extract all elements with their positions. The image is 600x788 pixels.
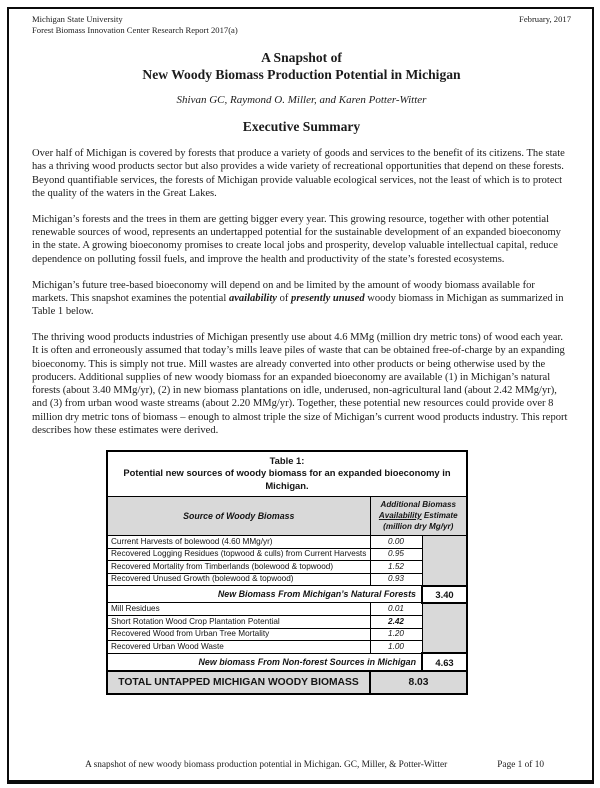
forest-subtotal-value: 3.40 bbox=[422, 586, 467, 603]
organization-lines bbox=[32, 14, 238, 35]
table-row bbox=[107, 641, 467, 654]
paragraph-3-text: woody biomass in Michigan as summarized in Table 1 below. bbox=[32, 292, 564, 318]
row-value: 0.01 bbox=[370, 603, 422, 616]
row-value: 0.93 bbox=[370, 573, 422, 586]
table-row bbox=[107, 561, 467, 574]
row-label: Current Harvests of bolewood (4.60 MMg/yr) bbox=[107, 536, 370, 549]
paragraph-3-text: Michigan’s future tree-based bioeconomy will depend on and be limited by the amount of woody biomass available for markets. This snapshot examines the potential bbox=[32, 279, 535, 304]
estimate-header-estimate: Estimate bbox=[421, 510, 458, 520]
table-row bbox=[107, 573, 467, 586]
authors-line: Shivan GC, Raymond O. Miller, and Karen Potter-Witter bbox=[176, 94, 427, 107]
row-label: Recovered Wood from Urban Tree Mortality bbox=[107, 628, 370, 641]
column-header-estimate bbox=[370, 497, 467, 536]
row-value: 1.52 bbox=[370, 561, 422, 574]
total-label: TOTAL UNTAPPED MICHIGAN WOODY BIOMASS bbox=[107, 671, 370, 694]
estimate-header-line-3: (million dry Mg/yr) bbox=[383, 521, 454, 531]
paragraph-3-text: of bbox=[276, 292, 292, 304]
forest-subtotal-label: New Biomass From Michigan’s Natural Forests bbox=[107, 586, 422, 603]
nonforest-subtotal-label: New biomass From Non-forest Sources in Michigan bbox=[107, 653, 422, 671]
page-footer bbox=[35, 760, 568, 770]
title-line-2: New Woody Biomass Production Potential in Michigan bbox=[142, 66, 461, 82]
estimate-header-availability: Availability bbox=[378, 510, 422, 520]
row-label: Recovered Unused Growth (bolewood & topwood) bbox=[107, 573, 370, 586]
total-value: 8.03 bbox=[370, 671, 467, 694]
footer-citation: A snapshot of new woody biomass production potential in Michigan. GC, Miller, & Potter-Witter bbox=[85, 760, 448, 770]
paragraph-3 bbox=[32, 279, 571, 319]
row-label: Recovered Urban Wood Waste bbox=[107, 641, 370, 654]
nonforest-subtotal-row bbox=[107, 653, 467, 671]
row-value: 0.95 bbox=[370, 548, 422, 561]
table-row bbox=[107, 536, 467, 549]
column-header-source: Source of Woody Biomass bbox=[107, 497, 370, 536]
table-1 bbox=[106, 450, 468, 695]
emphasis-presently-unused: presently unused bbox=[291, 292, 365, 304]
table-row bbox=[107, 616, 467, 629]
row-label: Recovered Logging Residues (topwood & culls) from Current Harvests bbox=[107, 548, 370, 561]
running-header bbox=[32, 14, 571, 35]
org-line-2: Forest Biomass Innovation Center Research Report 2017(a) bbox=[32, 24, 238, 35]
table-title-row bbox=[107, 451, 467, 497]
emphasis-availability: availability bbox=[228, 292, 277, 304]
row-value: 1.20 bbox=[370, 628, 422, 641]
table-column-header-row bbox=[107, 497, 467, 536]
row-value: 0.00 bbox=[370, 536, 422, 549]
org-line-1: Michigan State University bbox=[32, 14, 123, 24]
nonforest-subtotal-spacer bbox=[422, 603, 467, 653]
row-value: 1.00 bbox=[370, 641, 422, 654]
table-row bbox=[107, 548, 467, 561]
footer-page-number: Page 1 of 10 bbox=[497, 760, 544, 770]
row-label: Recovered Mortality from Timberlands (bolewood & topwood) bbox=[107, 561, 370, 574]
table-title-cell bbox=[107, 451, 467, 497]
table-title-line-2: Potential new sources of woody biomass for an expanded bioeconomy in Michigan. bbox=[123, 467, 451, 491]
page bbox=[7, 7, 594, 784]
row-label: Short Rotation Wood Crop Plantation Potential bbox=[107, 616, 370, 629]
estimate-header-line-1: Additional Biomass bbox=[380, 500, 457, 510]
section-heading: Executive Summary bbox=[242, 119, 361, 135]
row-value: 2.42 bbox=[370, 616, 422, 629]
paragraph-2: Michigan’s forests and the trees in them are getting bigger every year. This growing resource, together with other potential renewable sources of wood, represents an undertapped potential for the sustainable development of an expanded bioeconomy in the state. A growing bioeconomy promises to create local jobs and prosperity, develop valuable intellectual capital, reduce dependence on polluting fossil fuels, and improve the health and productivity of the state’s forested ecosystems. bbox=[32, 213, 561, 265]
document-title bbox=[32, 50, 571, 83]
executive-summary-body bbox=[32, 147, 571, 437]
title-line-1: A Snapshot of bbox=[261, 50, 342, 66]
table-total-row bbox=[107, 671, 467, 694]
table-row bbox=[107, 603, 467, 616]
paragraph-4: The thriving wood products industries of Michigan presently use about 4.6 MMg (million dry metric tons) of wood each year. It is often and erroneously assumed that today’s mills leave piles of waste that can be obtained free-of-charge by an expanding bioeconomy. This is simply not true. Mill wastes are already converted into other products or being otherwise used by the producers. Additional supplies of new woody biomass for an expanded bioeconomy are available (1) in Michigan’s natural forests (about 3.40 MMg/yr), (2) in new biomass plantations on idle, underused, non-agricultural land (about 2.42 MMg/yr), and (3) from urban wood waste streams (about 2.20 MMg/yr). Together, these potential new resources could provide over 8 million dry metric tons of biomass – enough to almost triple the size of Michigan’s current wood products industry. This report describes how these estimates were derived. bbox=[32, 331, 568, 437]
table-row bbox=[107, 628, 467, 641]
report-date: February, 2017 bbox=[519, 14, 571, 24]
table-title-line-1: Table 1: bbox=[269, 454, 305, 466]
forest-subtotal-row bbox=[107, 586, 467, 603]
paragraph-1: Over half of Michigan is covered by forests that produce a variety of goods and services to the benefit of its citizens. The state has a thriving wood products sector but also provides a wide variety of recreational opportunities that depend on these forests. Beyond quantifiable services, the forests of Michigan provide valuable ecological services, not the least of which is to protect the quality of the waters in the Great Lakes. bbox=[32, 148, 565, 200]
estimate-header-line-2 bbox=[372, 511, 466, 522]
forest-subtotal-spacer bbox=[422, 536, 467, 586]
nonforest-subtotal-value: 4.63 bbox=[422, 653, 467, 671]
row-label: Mill Residues bbox=[107, 603, 370, 616]
